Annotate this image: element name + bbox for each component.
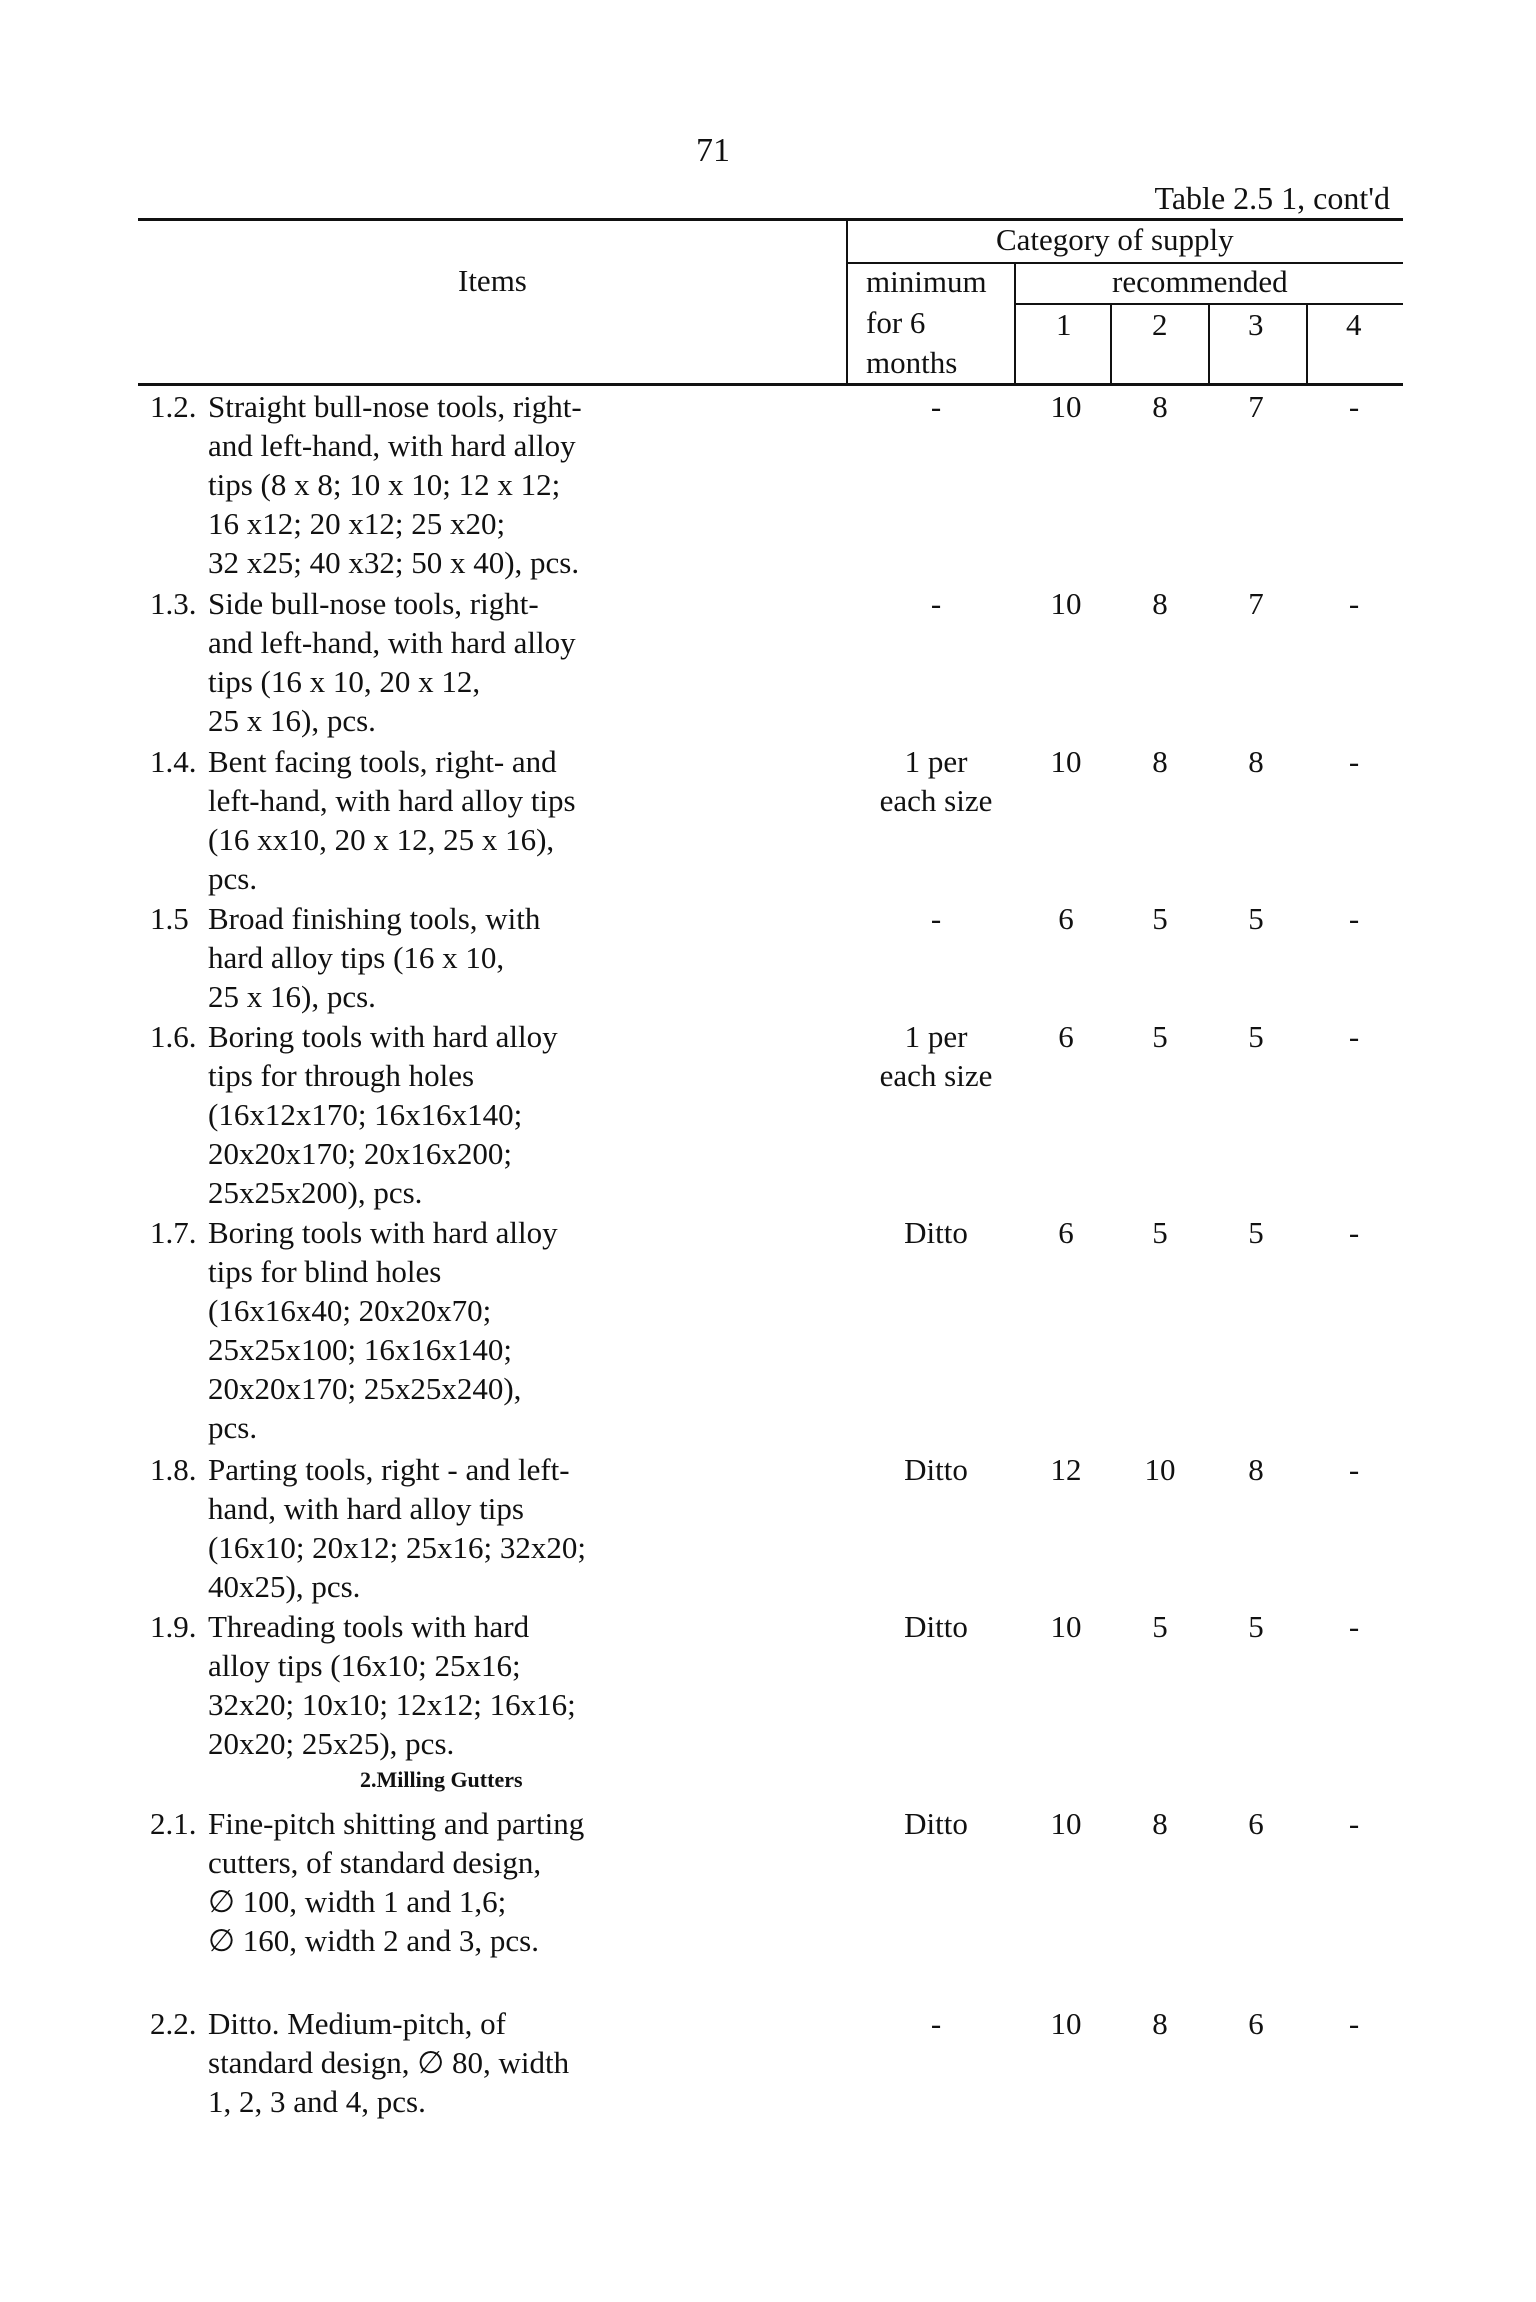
minimum-value — [846, 742, 1026, 820]
value-col-1: 12 — [1050, 1452, 1082, 1487]
minimum-line: - — [930, 2006, 942, 2041]
minimum-value — [846, 584, 1026, 623]
value-col-3: 5 — [1248, 1019, 1264, 1054]
item-line: 32x20; 10x10; 12x12; 16x16; — [208, 1687, 576, 1722]
value-col-2: 8 — [1152, 744, 1168, 779]
value-col-1: 10 — [1050, 744, 1082, 779]
item-line: left-hand, with hard alloy tips — [208, 783, 576, 818]
minimum-value — [846, 1450, 1026, 1489]
value-col-4: - — [1348, 2006, 1360, 2041]
value-col-1: 10 — [1050, 2006, 1082, 2041]
value-col-2: 10 — [1144, 1452, 1176, 1487]
item-description — [208, 742, 628, 898]
item-line: and left-hand, with hard alloy — [208, 428, 576, 463]
item-line: tips (16 x 10, 20 x 12, — [208, 664, 481, 699]
value-col-1: 10 — [1050, 389, 1082, 424]
item-number: 1.2. — [150, 389, 197, 424]
value-col-2: 8 — [1152, 586, 1168, 621]
value-col-4: - — [1348, 901, 1360, 936]
value-col-3: 6 — [1248, 2006, 1264, 2041]
item-line: 40x25), pcs. — [208, 1569, 361, 1604]
item-line: ∅ 160, width 2 and 3, pcs. — [208, 1923, 539, 1958]
value-col-2: 5 — [1152, 1215, 1168, 1250]
item-number: 1.5 — [150, 901, 189, 936]
value-col-4: - — [1348, 1215, 1360, 1250]
header-vline-min-right — [1014, 262, 1016, 386]
value-col-2: 5 — [1152, 1609, 1168, 1644]
item-description — [208, 387, 628, 582]
item-line: pcs. — [208, 1410, 258, 1445]
item-line: Fine-pitch shitting and parting — [208, 1806, 585, 1841]
value-col-4: - — [1348, 1609, 1360, 1644]
value-col-4: - — [1348, 744, 1360, 779]
item-line: ∅ 100, width 1 and 1,6; — [208, 1884, 507, 1919]
minimum-line: each size — [879, 783, 993, 818]
item-number: 2.1. — [150, 1806, 197, 1841]
item-line: 32 x25; 40 x32; 50 x 40), pcs. — [208, 545, 580, 580]
item-line: 25 x 16), pcs. — [208, 703, 376, 738]
header-vline-min-left — [846, 218, 848, 386]
item-line: tips for blind holes — [208, 1254, 442, 1289]
minimum-header-line1: minimum — [866, 264, 987, 299]
item-line: Parting tools, right - and left- — [208, 1452, 570, 1487]
minimum-line: each size — [879, 1058, 993, 1093]
minimum-line: 1 per — [904, 1019, 968, 1054]
item-line: Threading tools with hard — [208, 1609, 530, 1644]
value-col-4: - — [1348, 586, 1360, 621]
item-line: 16 x12; 20 x12; 25 x20; — [208, 506, 506, 541]
minimum-value — [846, 2004, 1026, 2043]
value-col-4: - — [1348, 1019, 1360, 1054]
item-description — [208, 1213, 628, 1447]
header-vline-col2 — [1110, 303, 1112, 386]
minimum-value — [846, 1017, 1026, 1095]
item-description — [208, 2004, 628, 2121]
minimum-header-line2: for 6 — [866, 305, 926, 340]
item-line: 20x20x170; 20x16x200; — [208, 1136, 512, 1171]
item-line: Ditto. Medium-pitch, of — [208, 2006, 506, 2041]
item-number: 1.7. — [150, 1215, 197, 1250]
value-col-1: 10 — [1050, 1806, 1082, 1841]
value-col-3: 5 — [1248, 1609, 1264, 1644]
minimum-header-line3: months — [866, 345, 958, 380]
item-line: (16 xx10, 20 x 12, 25 x 16), — [208, 822, 555, 857]
minimum-value — [846, 1804, 1026, 1843]
item-number: 1.8. — [150, 1452, 197, 1487]
minimum-line: 1 per — [904, 744, 968, 779]
minimum-line: - — [930, 586, 942, 621]
minimum-value — [846, 1213, 1026, 1252]
items-header: Items — [458, 263, 527, 298]
value-col-2: 8 — [1152, 389, 1168, 424]
item-line: hard alloy tips (16 x 10, — [208, 940, 505, 975]
table-title: Table 2.5 1, cont'd — [1154, 180, 1390, 216]
item-description — [208, 899, 628, 1016]
minimum-line: Ditto — [904, 1609, 968, 1644]
minimum-value — [846, 387, 1026, 426]
item-number: 1.6. — [150, 1019, 197, 1054]
value-col-2: 5 — [1152, 901, 1168, 936]
item-line: 1, 2, 3 and 4, pcs. — [208, 2084, 426, 2119]
minimum-line: - — [930, 901, 942, 936]
value-col-1: 10 — [1050, 586, 1082, 621]
minimum-line: Ditto — [904, 1452, 968, 1487]
item-number: 1.9. — [150, 1609, 197, 1644]
item-line: Side bull-nose tools, right- — [208, 586, 539, 621]
item-description — [208, 1017, 628, 1212]
value-col-3: 5 — [1248, 1215, 1264, 1250]
value-col-3: 7 — [1248, 389, 1264, 424]
value-col-2: 8 — [1152, 2006, 1168, 2041]
item-line: tips for through holes — [208, 1058, 475, 1093]
minimum-line: - — [930, 389, 942, 424]
item-line: 25 x 16), pcs. — [208, 979, 376, 1014]
item-line: Boring tools with hard alloy — [208, 1215, 558, 1250]
minimum-value — [846, 899, 1026, 938]
value-col-3: 8 — [1248, 744, 1264, 779]
value-col-3: 5 — [1248, 901, 1264, 936]
item-description — [208, 1804, 628, 1960]
minimum-line: Ditto — [904, 1215, 968, 1250]
value-col-2: 8 — [1152, 1806, 1168, 1841]
item-line: Bent facing tools, right- and — [208, 744, 557, 779]
page-number: 71 — [696, 132, 730, 169]
value-col-3: 8 — [1248, 1452, 1264, 1487]
item-number: 2.2. — [150, 2006, 197, 2041]
col-header-4: 4 — [1346, 307, 1362, 342]
value-col-4: - — [1348, 389, 1360, 424]
value-col-3: 7 — [1248, 586, 1264, 621]
item-line: alloy tips (16x10; 25x16; — [208, 1648, 521, 1683]
minimum-line: Ditto — [904, 1806, 968, 1841]
item-line: Straight bull-nose tools, right- — [208, 389, 582, 424]
item-description — [208, 1607, 628, 1763]
value-col-1: 6 — [1058, 1019, 1074, 1054]
value-col-1: 6 — [1058, 1215, 1074, 1250]
header-bottom-rule — [138, 383, 1403, 386]
item-line: cutters, of standard design, — [208, 1845, 542, 1880]
item-number: 1.3. — [150, 586, 197, 621]
item-line: 25x25x200), pcs. — [208, 1175, 423, 1210]
col-header-1: 1 — [1056, 307, 1072, 342]
value-col-1: 10 — [1050, 1609, 1082, 1644]
value-col-1: 6 — [1058, 901, 1074, 936]
category-header: Category of supply — [996, 222, 1234, 257]
item-description — [208, 1450, 628, 1606]
item-line: hand, with hard alloy tips — [208, 1491, 524, 1526]
item-line: 20x20x170; 25x25x240), — [208, 1371, 522, 1406]
recommended-header: recommended — [1112, 264, 1288, 299]
item-line: (16x10; 20x12; 25x16; 32x20; — [208, 1530, 587, 1565]
item-line: standard design, ∅ 80, width — [208, 2045, 570, 2080]
item-line: (16x12x170; 16x16x140; — [208, 1097, 523, 1132]
header-vline-col3 — [1208, 303, 1210, 386]
section-heading: 2.Milling Gutters — [360, 1767, 523, 1792]
item-description — [208, 584, 628, 740]
value-col-4: - — [1348, 1806, 1360, 1841]
item-line: Boring tools with hard alloy — [208, 1019, 558, 1054]
item-line: 20x20; 25x25), pcs. — [208, 1726, 455, 1761]
col-header-3: 3 — [1248, 307, 1264, 342]
value-col-2: 5 — [1152, 1019, 1168, 1054]
item-line: Broad finishing tools, with — [208, 901, 541, 936]
item-line: and left-hand, with hard alloy — [208, 625, 576, 660]
item-line: 25x25x100; 16x16x140; — [208, 1332, 512, 1367]
item-number: 1.4. — [150, 744, 197, 779]
minimum-value — [846, 1607, 1026, 1646]
item-line: tips (8 x 8; 10 x 10; 12 x 12; — [208, 467, 561, 502]
value-col-3: 6 — [1248, 1806, 1264, 1841]
item-line: pcs. — [208, 861, 258, 896]
item-line: (16x16x40; 20x20x70; — [208, 1293, 492, 1328]
col-header-2: 2 — [1152, 307, 1168, 342]
header-vline-col4 — [1306, 303, 1308, 386]
value-col-4: - — [1348, 1452, 1360, 1487]
